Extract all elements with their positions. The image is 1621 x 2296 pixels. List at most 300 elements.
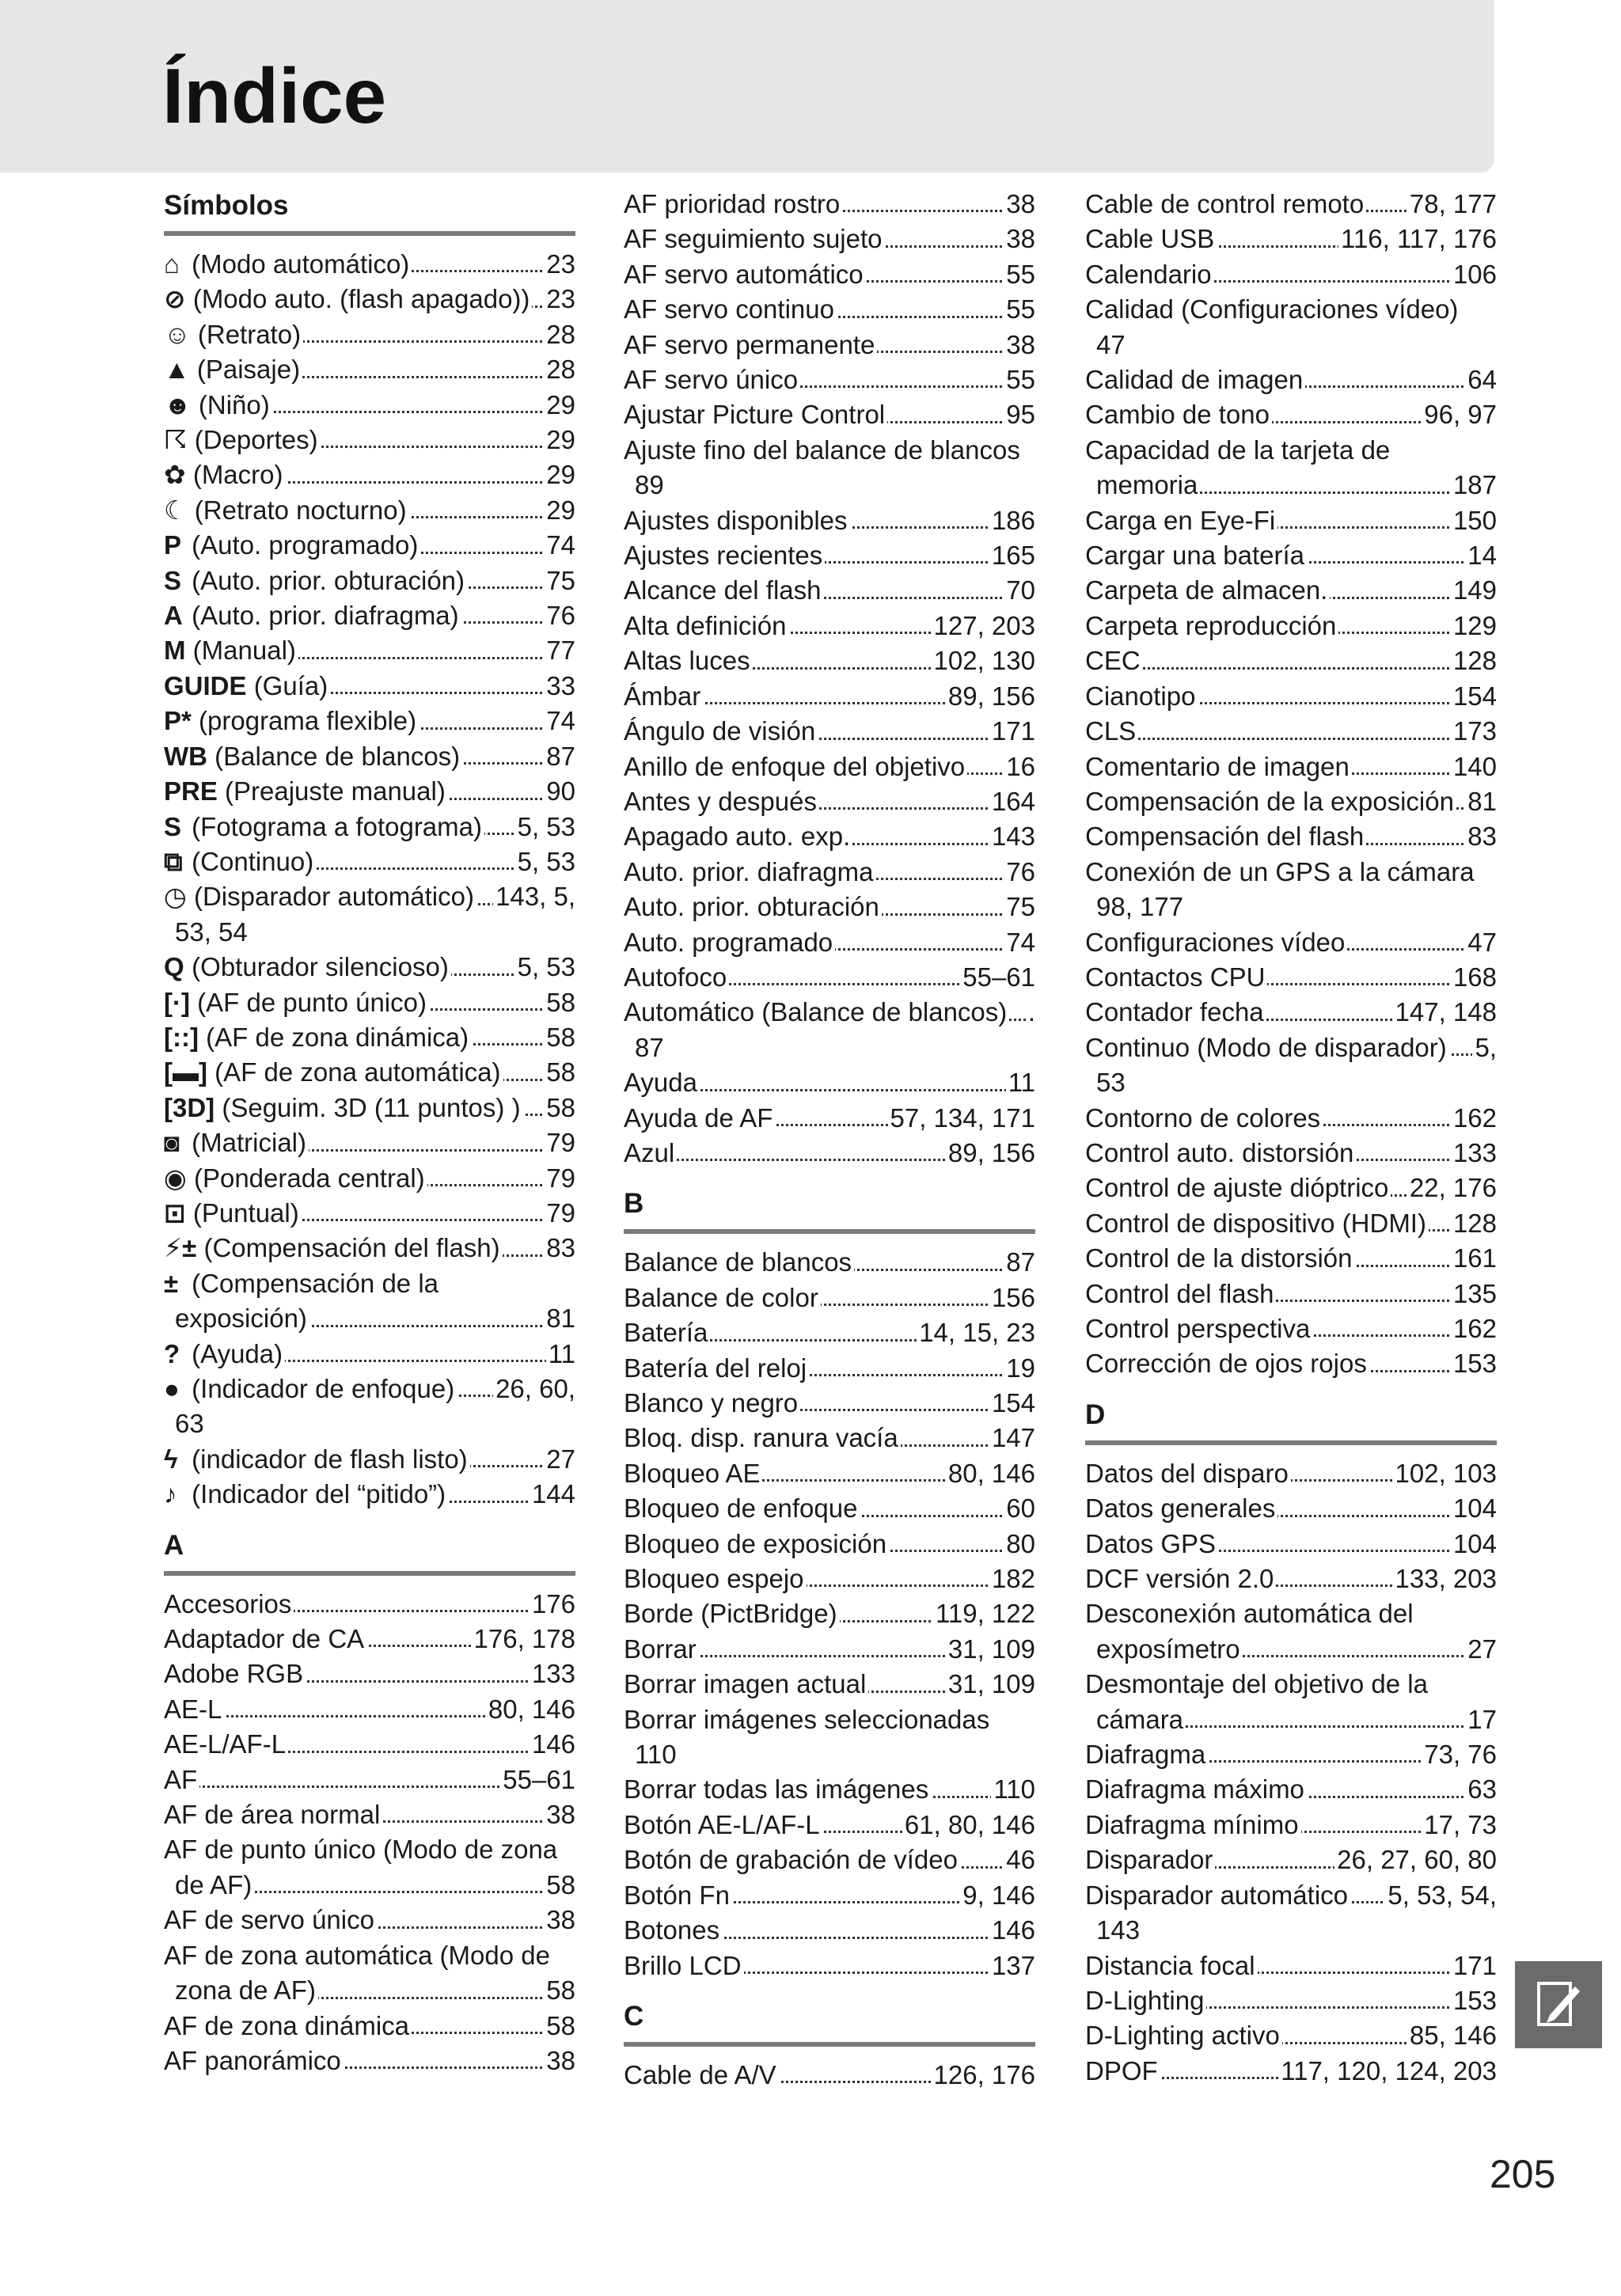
index-term	[1085, 646, 1143, 675]
index-term	[164, 1057, 503, 1087]
index-entry[interactable]	[1085, 187, 1497, 222]
index-entry[interactable]	[164, 528, 575, 563]
index-entry[interactable]	[624, 679, 1035, 714]
index-term	[164, 1023, 471, 1052]
index-entry[interactable]	[1085, 1491, 1497, 1526]
index-tab[interactable]	[1515, 1961, 1602, 2048]
index-entry[interactable]	[624, 433, 1035, 503]
index-symbol-icon: ⌂	[164, 249, 180, 279]
index-entry[interactable]	[1085, 1667, 1497, 1737]
index-page-refs: 165	[989, 538, 1035, 573]
index-entry[interactable]	[164, 844, 575, 879]
index-page-refs: 26, 27, 60, 80	[1334, 1842, 1497, 1877]
index-term	[164, 460, 286, 489]
index-term-text: AF prioridad rostro	[624, 189, 841, 218]
index-term-text: Calidad de imagen	[1085, 365, 1304, 395]
index-term-text: Bloqueo espejo	[624, 1564, 804, 1594]
index-entry[interactable]	[624, 819, 1035, 854]
index-term-continued: exposición)	[175, 1304, 309, 1333]
index-term-text: Control auto. distorsión	[1085, 1137, 1354, 1167]
index-term-text: Brillo LCD	[624, 1950, 742, 1980]
index-term	[164, 566, 467, 595]
index-page-refs: 146	[989, 1913, 1035, 1948]
index-page-refs: 182	[989, 1562, 1035, 1596]
index-term-text: Comentario de imagen	[1085, 751, 1350, 781]
index-symbol-icon: ⚡±	[164, 1233, 197, 1263]
index-entry[interactable]	[1085, 784, 1497, 819]
index-page-refs: 61, 80, 146	[902, 1808, 1035, 1842]
index-column-1	[164, 187, 575, 2078]
index-term	[164, 1444, 470, 1474]
index-term-text: (Puntual)	[192, 1197, 299, 1228]
index-entry[interactable]	[1085, 1842, 1497, 1877]
index-entry[interactable]	[164, 247, 575, 282]
index-page-refs: 28	[544, 317, 575, 352]
index-term-text: AF panorámico	[164, 2045, 341, 2075]
index-entry[interactable]	[624, 1245, 1035, 1280]
index-entry[interactable]	[1085, 1772, 1497, 1807]
index-term-text: Corrección de ojos rojos	[1085, 1349, 1367, 1379]
index-term	[1085, 787, 1456, 816]
index-entry[interactable]	[624, 995, 1035, 1065]
index-entry[interactable]	[1085, 222, 1497, 256]
index-term-text: Disparador automático	[1085, 1880, 1348, 1910]
index-entry[interactable]	[624, 609, 1035, 643]
index-entry[interactable]	[164, 1832, 575, 1903]
index-entry[interactable]	[164, 669, 575, 704]
index-entry[interactable]	[1085, 750, 1497, 784]
index-term	[1085, 962, 1267, 992]
index-entry[interactable]	[1085, 433, 1497, 503]
index-entry[interactable]	[624, 960, 1035, 995]
index-term	[1085, 2056, 1160, 2085]
index-term	[624, 1669, 868, 1698]
index-entry[interactable]	[164, 739, 575, 774]
index-page-refs: 187	[1451, 468, 1497, 503]
index-entry[interactable]	[624, 1702, 1035, 1773]
index-entry[interactable]	[624, 1101, 1035, 1136]
index-entry[interactable]	[624, 1065, 1035, 1100]
index-term	[1085, 1173, 1391, 1202]
index-entry[interactable]	[1085, 925, 1497, 960]
index-page-refs: 85, 146	[1407, 2018, 1497, 2053]
index-term-text: (Niño)	[198, 389, 270, 419]
index-page-refs: .	[1026, 995, 1035, 1030]
index-entry[interactable]	[164, 879, 575, 950]
index-entry[interactable]	[1085, 503, 1497, 538]
index-entry[interactable]	[164, 2044, 575, 2078]
index-term	[624, 541, 825, 570]
index-entry[interactable]	[164, 1692, 575, 1727]
index-entry[interactable]	[1085, 1206, 1497, 1241]
index-entry[interactable]	[1085, 257, 1497, 292]
index-entry[interactable]	[1085, 538, 1497, 573]
index-term	[624, 997, 1009, 1027]
index-entry[interactable]	[624, 1421, 1035, 1455]
index-page-refs: 162	[1451, 1101, 1497, 1136]
index-entry[interactable]	[164, 1727, 575, 1762]
index-entry[interactable]	[164, 564, 575, 598]
index-page-refs-continued: 110	[635, 1740, 677, 1770]
index-entry[interactable]	[624, 573, 1035, 608]
index-entry[interactable]	[624, 1281, 1035, 1315]
index-page-refs: 146	[530, 1727, 575, 1762]
index-page-refs-continued: 98, 177	[1096, 892, 1184, 922]
index-entry[interactable]	[1085, 1737, 1497, 1772]
index-term	[164, 1339, 285, 1368]
index-term-text: Azul	[624, 1137, 675, 1167]
index-entry[interactable]	[164, 633, 575, 668]
index-page-refs: 26, 60,	[493, 1372, 575, 1406]
index-term-text: AF seguimiento sujeto	[624, 224, 883, 254]
index-entry[interactable]	[164, 1587, 575, 1622]
index-page-refs: 55	[1004, 362, 1035, 397]
index-page-refs: 55–61	[960, 960, 1035, 995]
index-term-text: Anillo de enfoque del objetivo	[624, 751, 966, 781]
index-entry[interactable]	[1085, 1808, 1497, 1842]
index-page-refs: 171	[989, 714, 1035, 749]
index-page-refs: 58	[544, 1868, 575, 1903]
index-entry[interactable]	[624, 1527, 1035, 1562]
index-entry[interactable]	[1085, 1171, 1497, 1205]
index-term-text: AE-L/AF-L	[164, 1729, 287, 1759]
index-page-refs: 23	[544, 282, 575, 317]
index-entry[interactable]	[164, 1442, 575, 1477]
index-page-refs: 60	[1004, 1491, 1035, 1526]
index-term	[624, 752, 967, 781]
index-entry[interactable]	[624, 1386, 1035, 1421]
index-page-refs: 164	[989, 784, 1035, 819]
index-term-text: (Ayuda)	[192, 1338, 283, 1368]
index-entry[interactable]	[1085, 2054, 1497, 2089]
index-term-text: Diafragma mínimo	[1085, 1809, 1299, 1839]
index-term-text: Contactos CPU	[1085, 962, 1266, 992]
index-entry[interactable]	[164, 1797, 575, 1832]
index-term	[624, 330, 877, 359]
index-term-text: (Obturador silencioso)	[192, 952, 449, 982]
index-term-text: Balance de color	[624, 1282, 818, 1312]
index-entry[interactable]	[164, 457, 575, 492]
index-entry[interactable]	[624, 222, 1035, 256]
index-term	[1085, 1740, 1208, 1769]
index-term	[624, 962, 729, 992]
index-term	[1085, 1880, 1350, 1910]
index-term	[1085, 1845, 1215, 1874]
index-term-text: Diafragma máximo	[1085, 1774, 1304, 1805]
index-page-refs: 76	[544, 598, 575, 633]
index-page-refs-continued: 53, 54	[175, 917, 248, 947]
index-entry[interactable]	[624, 1562, 1035, 1596]
index-term-text: AF de área normal	[164, 1800, 381, 1830]
index-term	[164, 320, 303, 349]
index-entry[interactable]	[1085, 1527, 1497, 1562]
index-entry[interactable]	[164, 1938, 575, 2009]
index-term	[624, 1564, 807, 1593]
index-term-text: Cable USB	[1085, 224, 1215, 254]
index-term	[624, 681, 703, 711]
index-entry[interactable]	[624, 1878, 1035, 1913]
index-entry[interactable]	[1085, 573, 1497, 608]
index-term-text: Ajustar Picture Control	[624, 400, 886, 430]
index-page-refs: 31, 109	[946, 1667, 1035, 1702]
index-entry[interactable]	[1085, 397, 1497, 432]
index-entry[interactable]	[164, 1055, 575, 1090]
index-term-text: Desconexión automática del	[1085, 1599, 1414, 1629]
index-entry[interactable]	[1085, 292, 1497, 362]
index-entry[interactable]	[164, 1161, 575, 1196]
index-page-refs: 57, 134, 171	[888, 1101, 1036, 1136]
index-term-text: Adobe RGB	[164, 1659, 304, 1689]
index-entry[interactable]	[1085, 1277, 1497, 1311]
index-page-refs: 79	[544, 1161, 575, 1196]
index-entry[interactable]	[164, 317, 575, 352]
index-page-refs: 95	[1004, 397, 1035, 432]
index-term	[1085, 1986, 1206, 2015]
index-page-refs: 58	[544, 1091, 575, 1125]
index-term	[624, 1138, 677, 1167]
index-symbol-icon: ☾	[164, 495, 188, 525]
index-term-text: Autofoco	[624, 962, 727, 992]
index-entry[interactable]	[164, 1903, 575, 1937]
index-page-refs: 143, 5,	[493, 879, 575, 914]
index-entry[interactable]	[624, 925, 1035, 960]
index-term-text: (programa flexible)	[199, 706, 417, 736]
index-entry[interactable]	[164, 810, 575, 844]
index-page-refs: 23	[544, 247, 575, 282]
index-entry[interactable]	[624, 1808, 1035, 1842]
index-page-refs: 153	[1451, 1983, 1497, 2018]
index-page-refs: 38	[1004, 222, 1035, 256]
index-page-refs: 87	[1004, 1245, 1035, 1280]
index-entry[interactable]	[624, 750, 1035, 784]
index-entry[interactable]	[1085, 1456, 1497, 1491]
index-entry[interactable]	[624, 890, 1035, 924]
index-term	[1085, 1564, 1276, 1593]
index-entry[interactable]	[1085, 1596, 1497, 1667]
index-page-refs: 79	[544, 1196, 575, 1231]
index-term-text: Auto. prior. obturación	[624, 892, 879, 922]
index-term-text: (Macro)	[192, 460, 283, 490]
index-entry[interactable]	[164, 2009, 575, 2044]
index-page-refs: 128	[1451, 643, 1497, 678]
index-entry[interactable]	[624, 1136, 1035, 1171]
index-term-text: AF de punto único (Modo de zona	[164, 1835, 558, 1865]
index-entry[interactable]	[624, 1456, 1035, 1491]
index-entry[interactable]	[164, 774, 575, 809]
index-entry[interactable]	[164, 1091, 575, 1125]
index-entry[interactable]	[624, 1667, 1035, 1702]
index-entry[interactable]	[1085, 643, 1497, 678]
index-entry[interactable]	[624, 257, 1035, 292]
index-term-text: Altas luces	[624, 646, 750, 676]
index-entry[interactable]	[1085, 1878, 1497, 1949]
index-page-refs: 38	[544, 1903, 575, 1937]
index-page-refs: 75	[1004, 890, 1035, 924]
index-entry[interactable]	[624, 1913, 1035, 1948]
index-page-refs: 89, 156	[946, 679, 1035, 714]
index-term	[164, 1835, 560, 1864]
index-entry[interactable]	[1085, 1346, 1497, 1381]
index-term	[164, 2046, 344, 2075]
index-entry[interactable]	[164, 282, 575, 317]
index-entry[interactable]	[624, 1315, 1035, 1350]
index-term	[1085, 1459, 1291, 1488]
index-entry[interactable]	[624, 538, 1035, 573]
index-term-text: Capacidad de la tarjeta de	[1085, 435, 1391, 465]
index-term-text: Cable de A/V	[624, 2059, 776, 2089]
index-term	[624, 1951, 744, 1980]
index-term-text: Datos GPS	[1085, 1528, 1217, 1558]
index-symbol-icon: ±	[164, 1268, 179, 1298]
index-entry[interactable]	[1085, 1101, 1497, 1136]
index-term	[1085, 681, 1198, 711]
index-entry[interactable]	[1085, 1136, 1497, 1171]
index-entry[interactable]	[1085, 1030, 1497, 1101]
index-term	[164, 1233, 503, 1262]
index-entry[interactable]	[164, 985, 575, 1020]
index-page-refs: 80	[1004, 1527, 1035, 1562]
index-entry[interactable]	[164, 1657, 575, 1691]
index-entry[interactable]	[1085, 1562, 1497, 1596]
index-term	[624, 1247, 854, 1277]
index-term	[164, 952, 451, 981]
index-term-text: Botón de grabación de vídeo	[624, 1845, 958, 1875]
index-page-refs: 64	[1465, 362, 1497, 397]
index-entry[interactable]	[1085, 1241, 1497, 1276]
index-term	[624, 1068, 700, 1097]
index-entry[interactable]	[164, 1196, 575, 1231]
index-page-refs: 168	[1451, 960, 1497, 995]
index-term	[1085, 541, 1307, 570]
index-entry[interactable]	[624, 643, 1035, 678]
index-term-text: Continuo (Modo de disparador)	[1085, 1032, 1447, 1062]
index-entry[interactable]	[164, 704, 575, 738]
index-term	[624, 646, 753, 675]
index-entry[interactable]	[1085, 819, 1497, 854]
index-page-refs: 150	[1451, 503, 1497, 538]
index-term	[1085, 2021, 1282, 2050]
index-term	[1085, 294, 1460, 324]
index-term-text: Ajustes recientes	[624, 541, 823, 571]
index-entry[interactable]	[164, 1763, 575, 1797]
index-symbol-icon: ◷	[164, 882, 187, 912]
index-entry[interactable]	[164, 1266, 575, 1337]
index-entry[interactable]	[1085, 362, 1497, 397]
index-entry[interactable]	[624, 292, 1035, 327]
index-entry[interactable]	[164, 1125, 575, 1160]
index-page-refs: 129	[1451, 609, 1497, 643]
index-term	[1085, 1774, 1307, 1804]
index-entry[interactable]	[164, 423, 575, 457]
index-entry[interactable]	[1085, 679, 1497, 714]
index-term-text: AF	[164, 1764, 198, 1794]
index-term	[1085, 857, 1477, 886]
index-entry[interactable]	[164, 352, 575, 387]
index-symbol-icon: ▲	[164, 355, 190, 385]
index-term-text: Carpeta reproducción	[1085, 610, 1337, 640]
index-entry[interactable]	[624, 1949, 1035, 1983]
index-entry[interactable]	[1085, 995, 1497, 1030]
index-term-text: Cambio de tono	[1085, 400, 1270, 430]
index-entry[interactable]	[164, 388, 575, 423]
index-term-text: Control de la distorsión	[1085, 1243, 1353, 1273]
index-term-continued: memoria	[1096, 470, 1200, 499]
index-entry[interactable]	[164, 493, 575, 528]
index-page-refs: 11	[1006, 1065, 1035, 1100]
index-term-text: (Auto. prior. diafragma)	[192, 601, 459, 631]
index-page-refs-continued: 89	[635, 470, 664, 500]
index-entry[interactable]	[624, 714, 1035, 749]
index-entry[interactable]	[624, 855, 1035, 890]
index-entry[interactable]	[624, 503, 1035, 538]
index-entry[interactable]	[1085, 2018, 1497, 2053]
index-entry[interactable]	[624, 784, 1035, 819]
index-entry[interactable]	[1085, 855, 1497, 925]
index-term	[1085, 400, 1272, 429]
index-page-refs: 127, 203	[932, 609, 1035, 643]
index-symbol-icon: [·]	[164, 987, 190, 1017]
index-entry[interactable]	[1085, 960, 1497, 995]
index-entry[interactable]	[1085, 1311, 1497, 1346]
index-term	[164, 2011, 412, 2040]
index-entry[interactable]	[624, 1351, 1035, 1386]
index-term-text: Alta definición	[624, 610, 787, 640]
index-entry[interactable]	[164, 598, 575, 633]
index-entry[interactable]	[624, 187, 1035, 222]
index-entry[interactable]	[1085, 714, 1497, 749]
index-page-refs: 16	[1004, 750, 1035, 784]
index-page-refs: 38	[1004, 328, 1035, 362]
index-entry[interactable]	[1085, 609, 1497, 643]
index-entry[interactable]	[624, 2058, 1035, 2093]
index-entry[interactable]	[164, 1020, 575, 1055]
index-entry[interactable]	[164, 1337, 575, 1372]
index-entry[interactable]	[164, 1622, 575, 1657]
index-entry[interactable]	[624, 1772, 1035, 1807]
index-entry[interactable]	[624, 1596, 1035, 1631]
index-page-refs: 38	[1004, 187, 1035, 222]
index-term	[164, 847, 316, 876]
index-entry[interactable]	[624, 362, 1035, 397]
index-entry[interactable]	[624, 1632, 1035, 1667]
index-term-text: DPOF	[1085, 2055, 1158, 2085]
index-term-text: Cargar una batería	[1085, 541, 1305, 571]
index-entry[interactable]	[164, 1231, 575, 1266]
index-page-refs: 83	[544, 1231, 575, 1266]
index-entry[interactable]	[624, 1491, 1035, 1526]
index-entry[interactable]	[164, 1372, 575, 1442]
index-term	[1085, 1529, 1218, 1558]
index-term-text: Ajustes disponibles	[624, 505, 848, 535]
index-term	[164, 1198, 302, 1228]
section-heading: C	[624, 1998, 1035, 2047]
index-entry[interactable]	[624, 328, 1035, 362]
index-entry[interactable]	[164, 1477, 575, 1512]
index-term	[164, 636, 298, 665]
index-term-text: Auto. prior. diafragma	[624, 856, 874, 886]
index-entry[interactable]	[1085, 1983, 1497, 2018]
index-term-text: Auto. programado	[624, 927, 833, 957]
index-symbol-icon: ◙	[164, 1128, 180, 1158]
index-term	[164, 1163, 427, 1193]
index-entry[interactable]	[1085, 1949, 1497, 1983]
index-entry[interactable]	[624, 1842, 1035, 1877]
index-entry[interactable]	[624, 397, 1035, 432]
index-symbol-icon: A	[164, 601, 183, 631]
index-page-refs: 55	[1004, 257, 1035, 292]
index-entry[interactable]	[164, 950, 575, 985]
index-page-refs: 58	[544, 1020, 575, 1055]
